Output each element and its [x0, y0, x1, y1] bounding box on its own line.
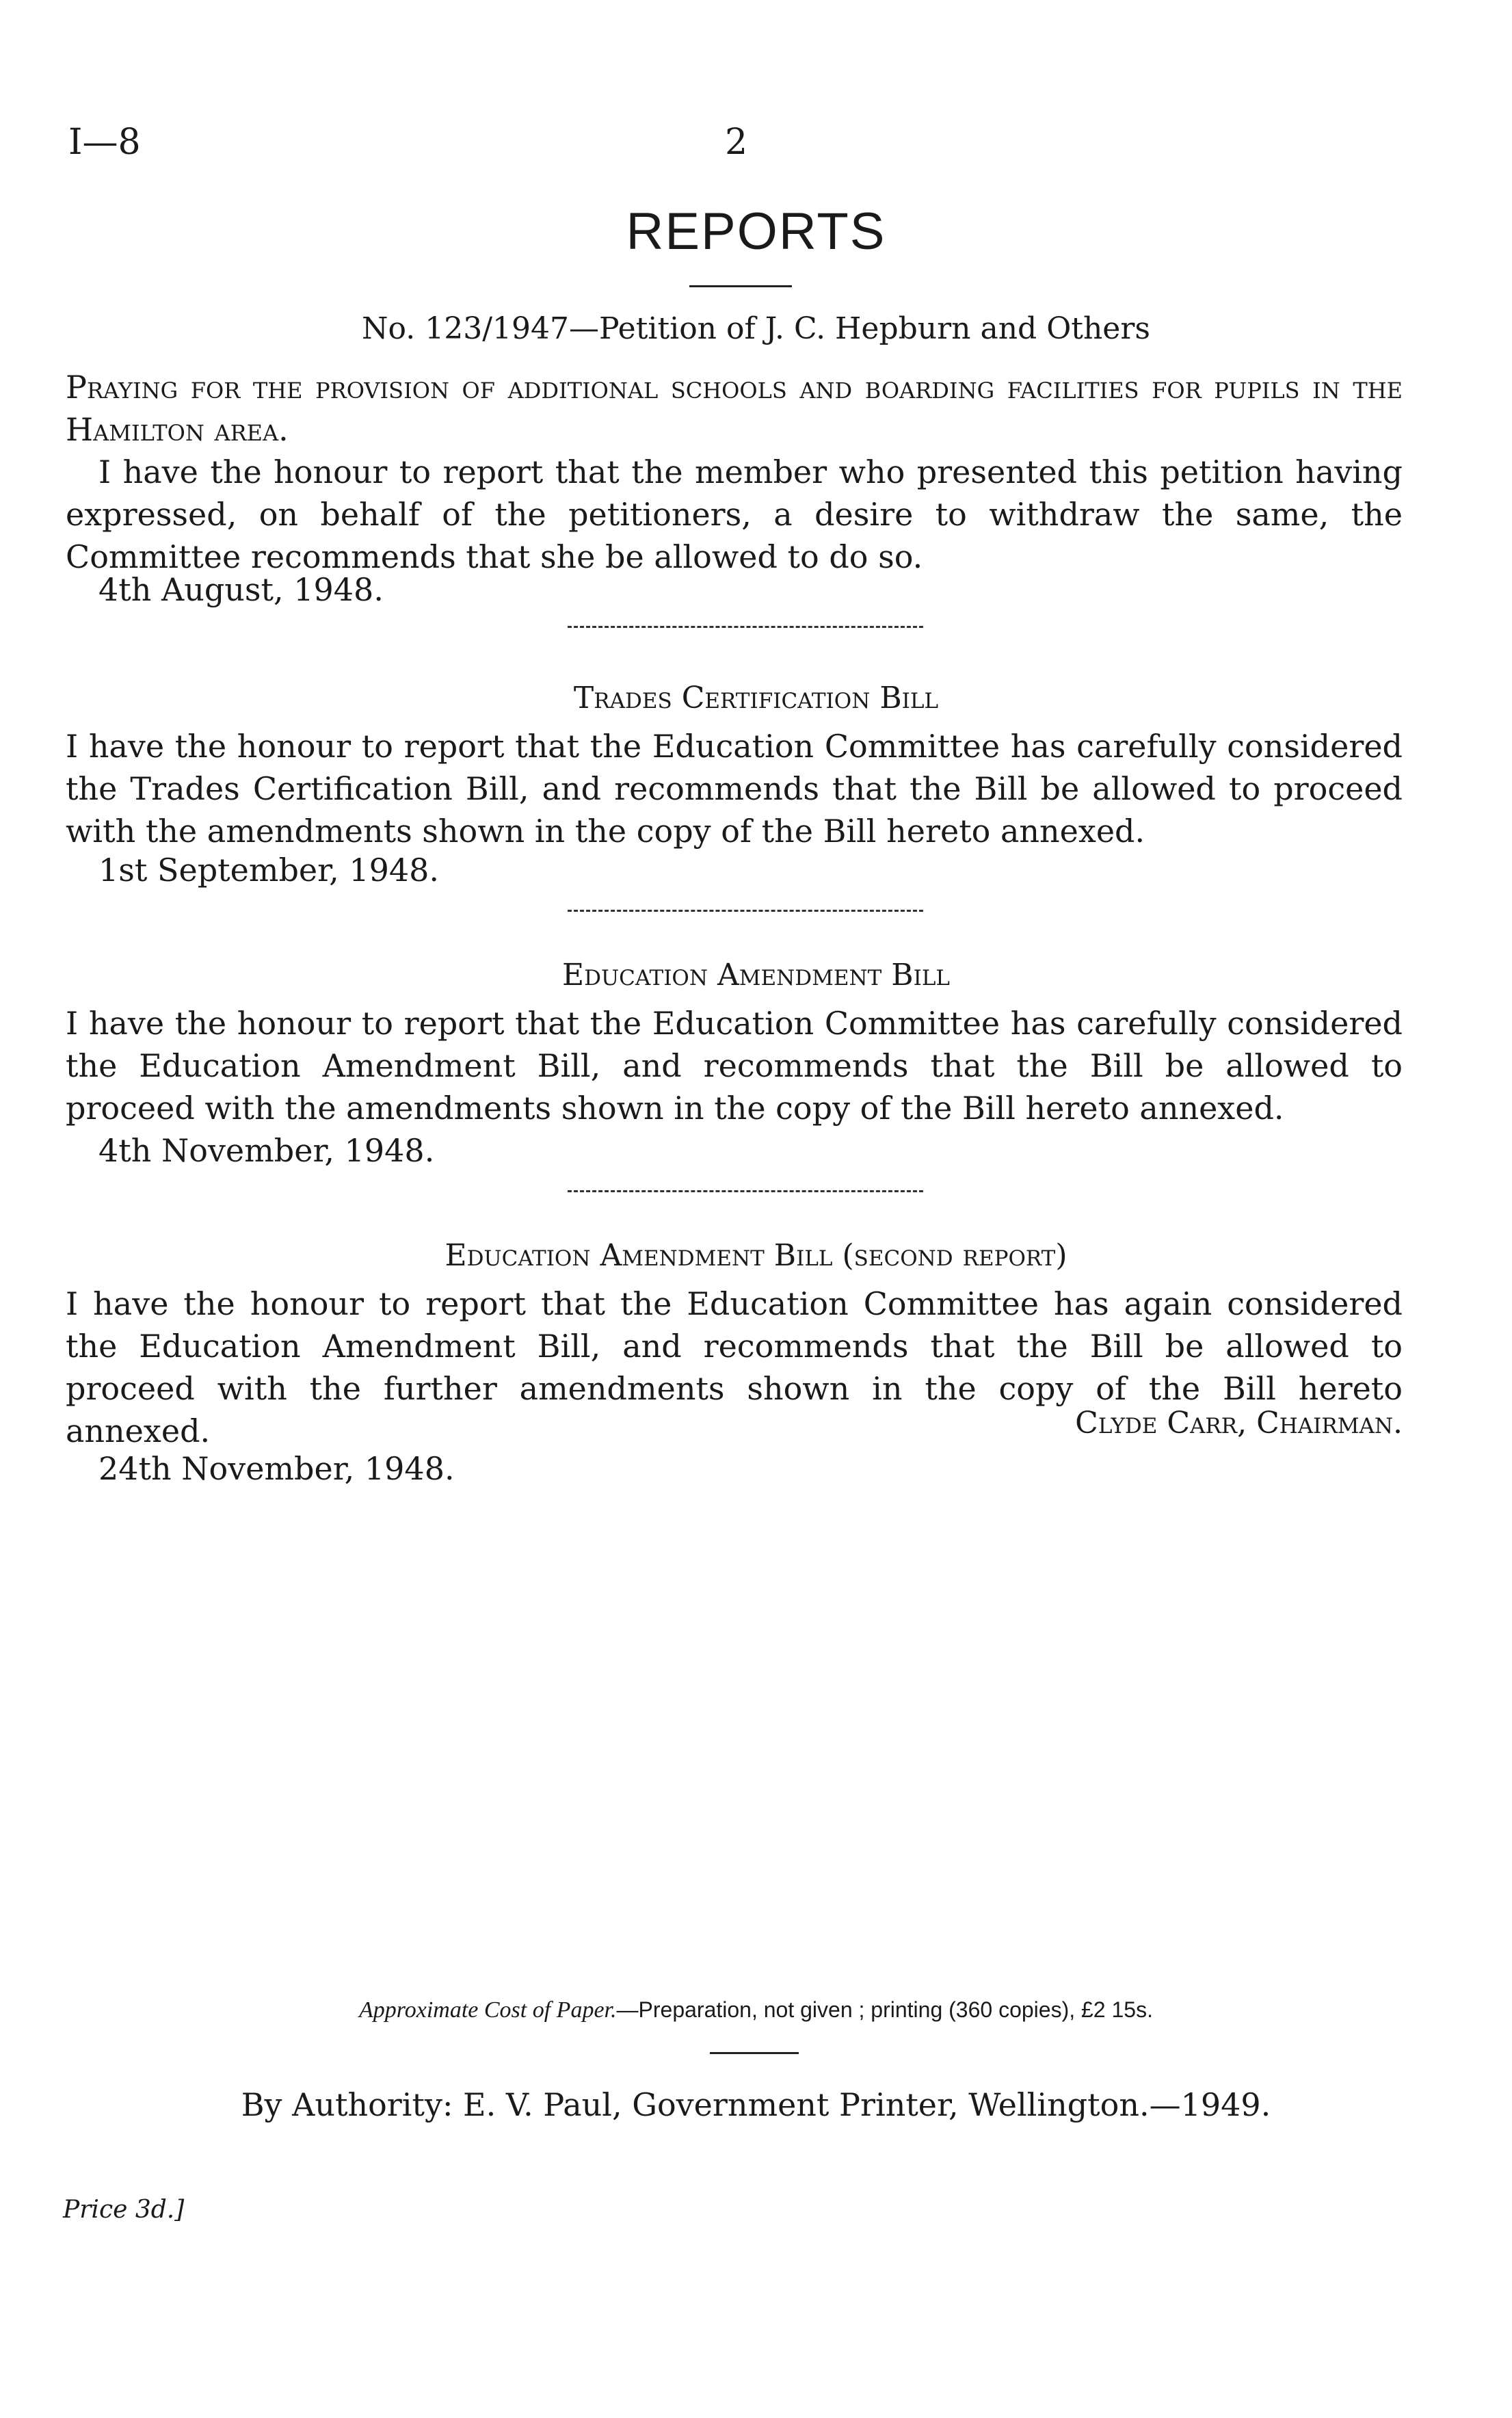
section-divider	[568, 626, 923, 628]
cost-text: —Preparation, not given ; printing (360 copies), £2 15s.	[616, 1997, 1153, 2022]
cost-label: Approximate Cost of Paper.	[359, 1997, 617, 2023]
section-heading-education-bill: Education Amendment Bill	[562, 958, 950, 993]
petition-prayer-paragraph: Praying for the provision of additional schools and boarding facilities for pupils in the Hamilton area.	[66, 369, 1403, 448]
authority-line: By Authority: E. V. Paul, Government Printer, Wellington.—1949.	[241, 2086, 1271, 2123]
chairman-signature: Clyde Carr, Chairman.	[1075, 1406, 1403, 1441]
price-note: Price 3d.]	[63, 2196, 185, 2224]
footer-rule	[710, 2052, 799, 2054]
cost-of-paper	[0, 1997, 1512, 2023]
section-heading-trades-bill: Trades Certification Bill	[573, 681, 939, 715]
section-heading-education-bill-second: Education Amendment Bill (second report)	[445, 1238, 1067, 1273]
trades-bill-date: 1st September, 1948.	[98, 852, 440, 889]
education-bill-second-report-paragraph: I have the honour to report that the Education Committee has again considered the Education Amendment Bill, and recommends that the Bill be allowed to proceed with the further amendments shown in the copy of the Bill hereto annexed.	[66, 1285, 1403, 1449]
page-number: 2	[725, 122, 748, 163]
petition-report-paragraph: I have the honour to report that the member who presented this petition having expressed, on behalf of the petitioners, a desire to withdraw the same, the Committee recommends that she be allowed to do so.	[66, 454, 1403, 575]
petition-date: 4th August, 1948.	[98, 571, 384, 608]
trades-bill-report-paragraph: I have the honour to report that the Education Committee has carefully considered the Trades Certification Bill, and recommends that the Bill be allowed to proceed with the amendments shown in the copy of the Bill hereto annexed.	[66, 728, 1403, 850]
document-code: I—8	[68, 122, 141, 163]
education-bill-report-paragraph: I have the honour to report that the Education Committee has carefully considered the Education Amendment Bill, and recommends that the Bill be allowed to proceed with the amendments shown in the copy of the Bill hereto annexed.	[66, 1005, 1403, 1127]
page-title: REPORTS	[626, 202, 886, 261]
section-divider	[568, 1190, 923, 1192]
section-divider	[568, 910, 923, 912]
section-heading-petition: No. 123/1947—Petition of J. C. Hepburn and Others	[362, 311, 1150, 346]
title-rule	[689, 285, 792, 287]
education-bill-second-date: 24th November, 1948.	[98, 1450, 455, 1487]
education-bill-date: 4th November, 1948.	[98, 1132, 435, 1169]
